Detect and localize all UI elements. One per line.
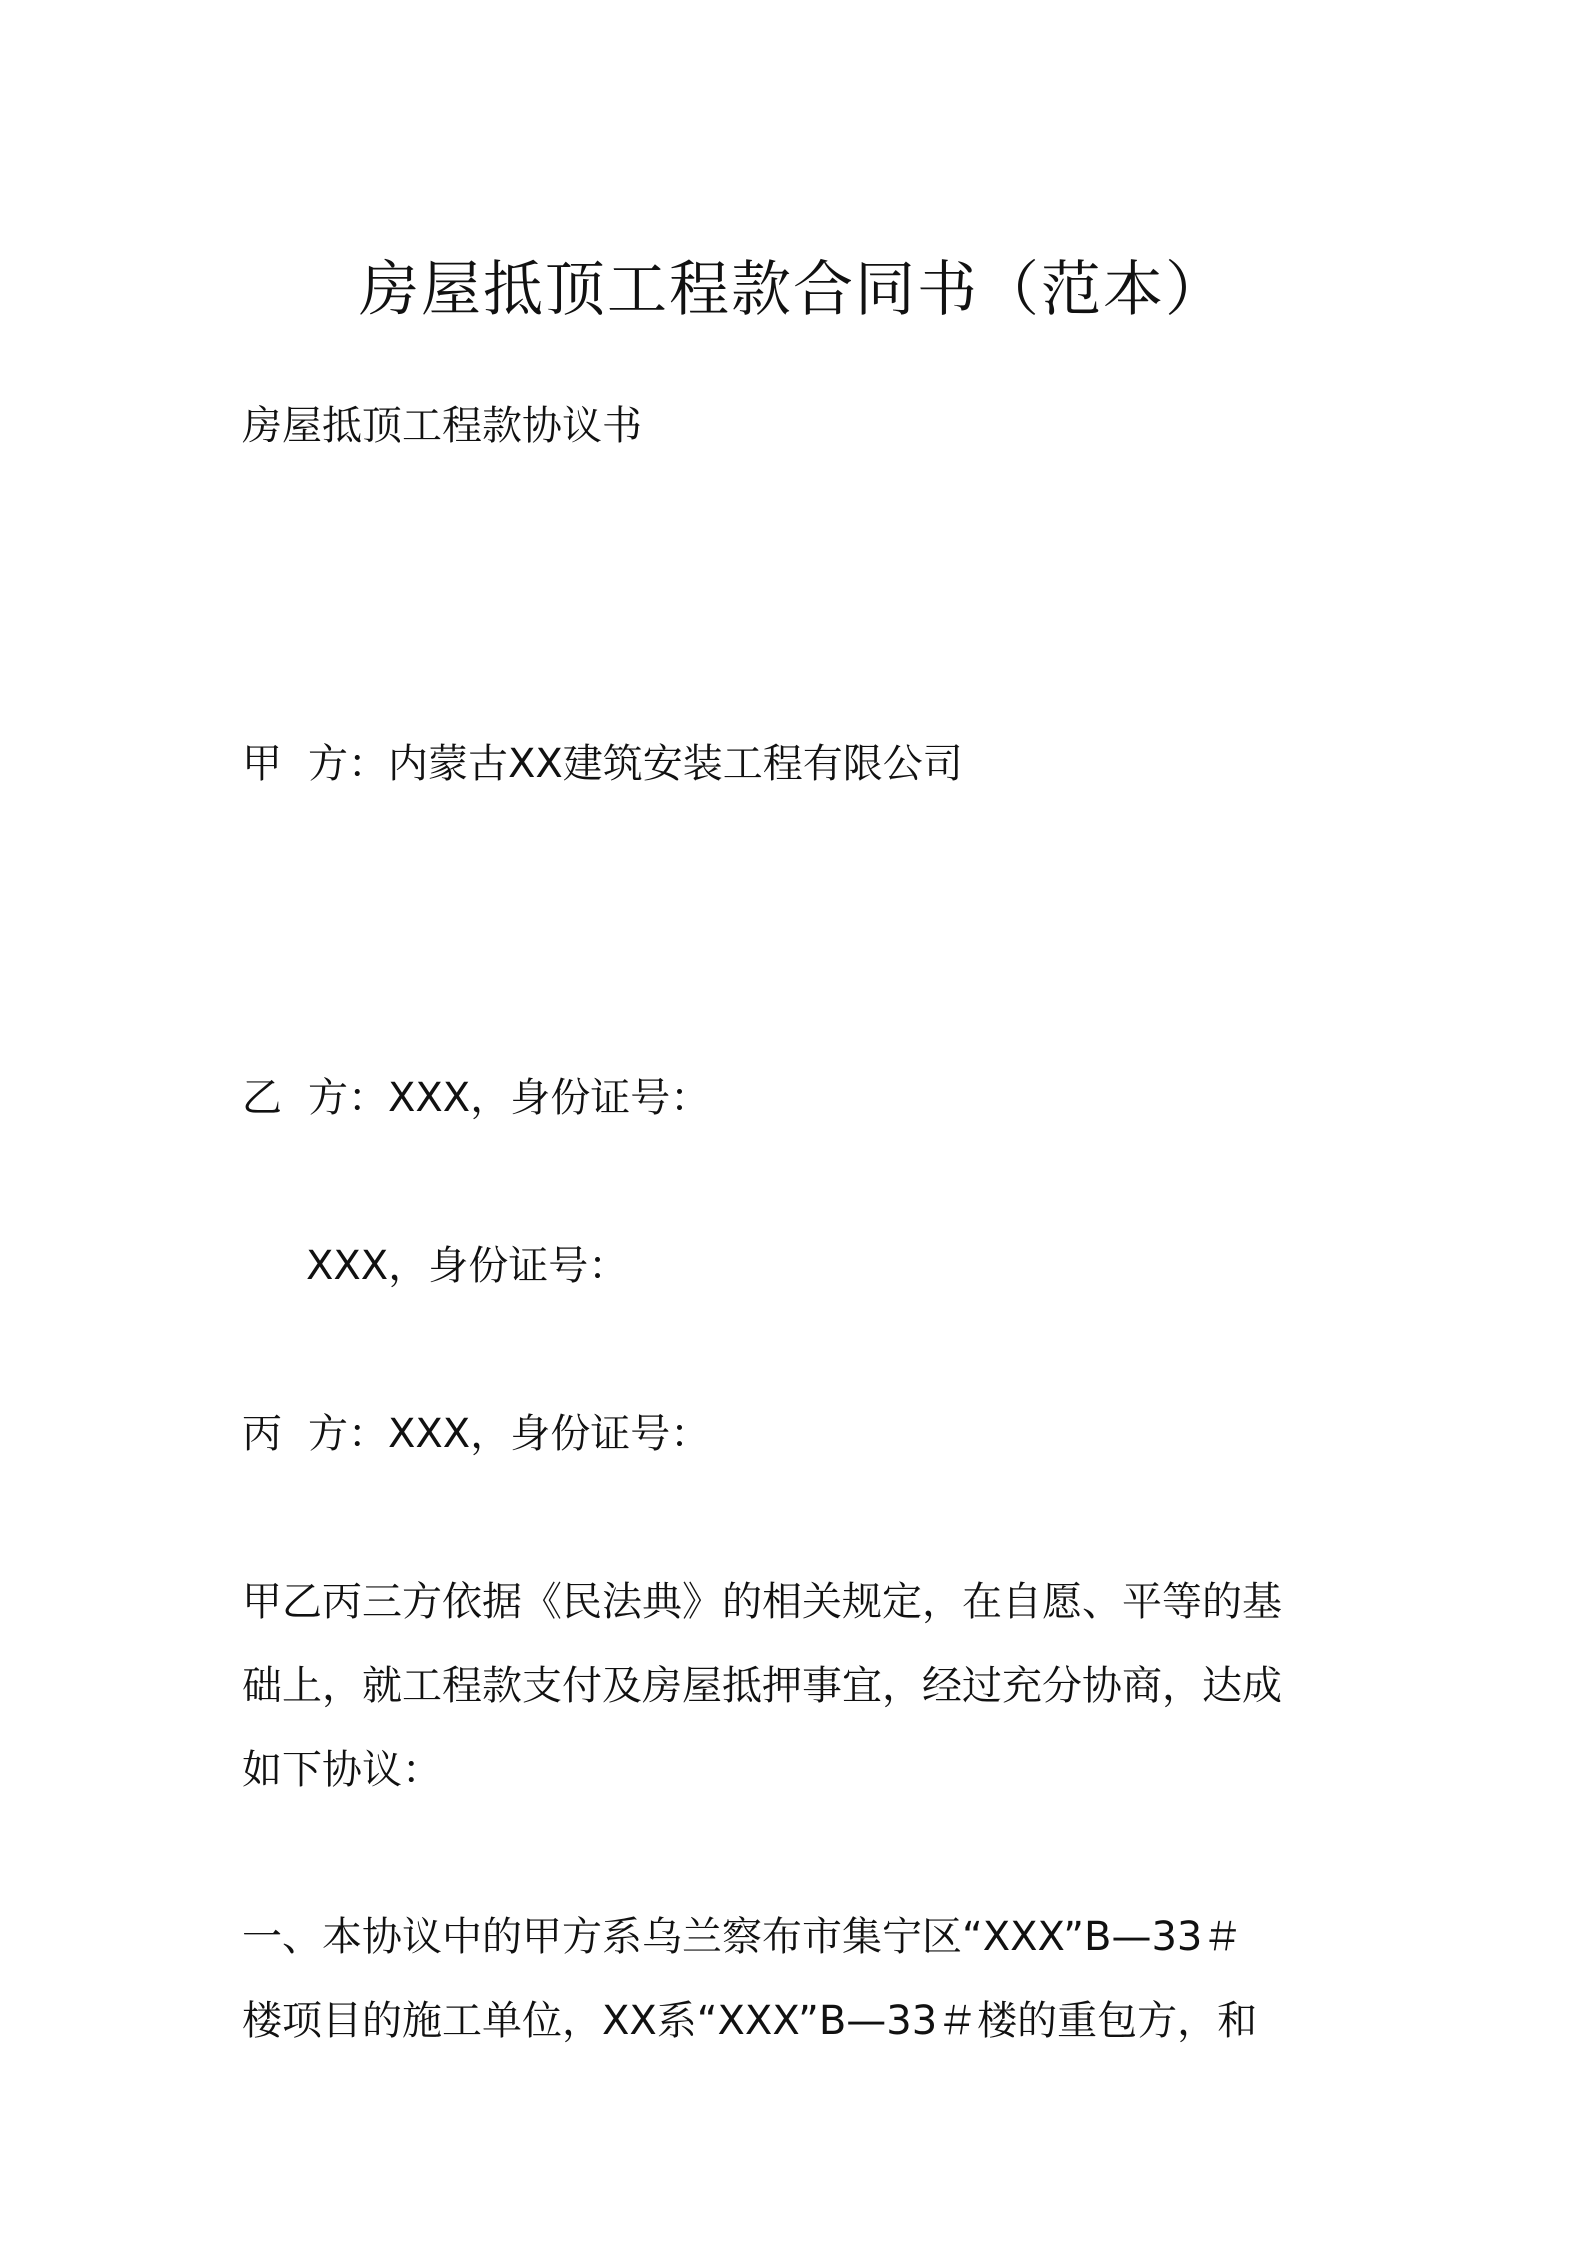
- party-b-label-2: 方：: [308, 1075, 388, 1121]
- party-b-value: XXX，身份证号：: [388, 1075, 711, 1121]
- clause-1-line: 楼项目的施工单位，XX系“XXX”B—33＃楼的重包方，和: [242, 1998, 1258, 2044]
- party-a-value: 内蒙古XX建筑安装工程有限公司: [388, 741, 963, 787]
- party-b-line: [242, 1070, 710, 1126]
- party-c-label-1: 丙: [242, 1411, 282, 1457]
- preamble-line: 础上，就工程款支付及房屋抵押事宜，经过充分协商，达成: [242, 1663, 1282, 1709]
- document-title: 房屋抵顶工程款合同书（范本）: [359, 255, 1227, 325]
- party-c-value: XXX，身份证号：: [388, 1411, 711, 1457]
- document-subtitle: 房屋抵顶工程款协议书: [242, 403, 642, 449]
- party-b-extra-line: XXX，身份证号：: [306, 1243, 629, 1289]
- preamble-line: 甲乙丙三方依据《民法典》的相关规定，在自愿、平等的基: [242, 1579, 1282, 1625]
- party-a-label-1: 甲: [242, 741, 282, 787]
- party-b-label-1: 乙: [242, 1075, 282, 1121]
- clause-1-line: 一、本协议中的甲方系乌兰察布市集宁区“XXX”B—33＃: [242, 1914, 1243, 1960]
- party-c-line: [242, 1406, 710, 1462]
- party-c-label-2: 方：: [308, 1411, 388, 1457]
- clause-1-paragraph: [242, 1895, 1366, 2063]
- party-a-label-2: 方：: [308, 741, 388, 787]
- party-a-line: [242, 736, 963, 792]
- preamble-paragraph: [242, 1560, 1366, 1812]
- preamble-line: 如下协议：: [242, 1747, 442, 1793]
